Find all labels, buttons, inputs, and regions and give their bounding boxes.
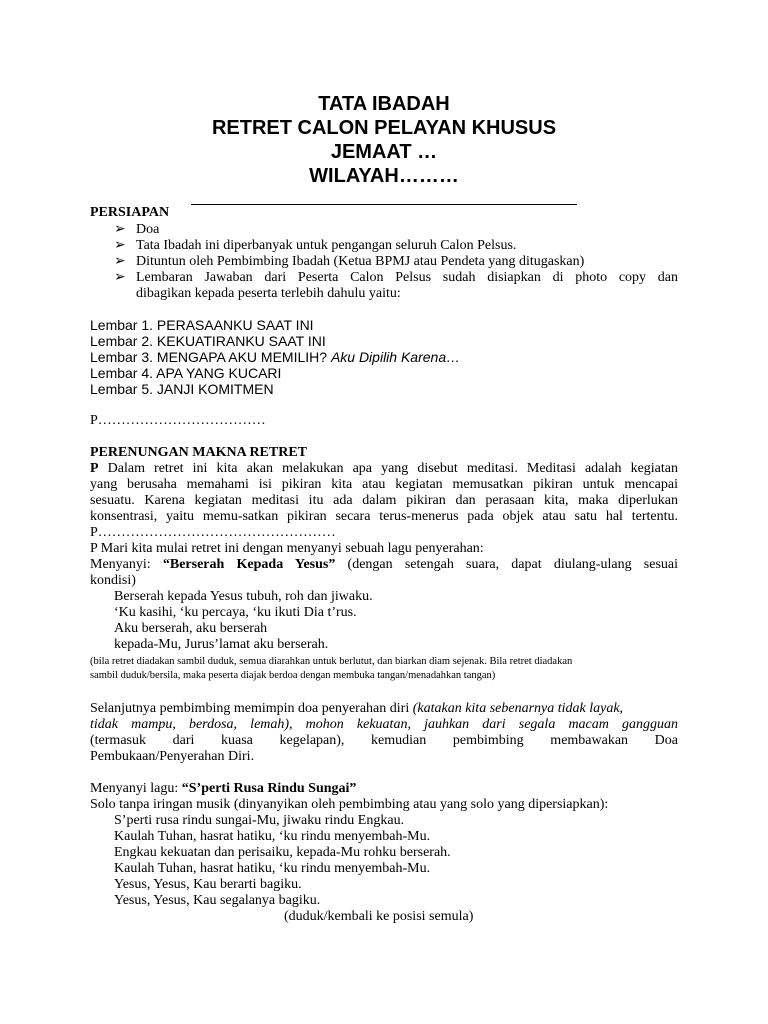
song-2-lyric-1: S’perti rusa rindu sungai-Mu, jiwaku rindu Engkau. — [114, 813, 405, 828]
p-dots-line: P……………………………… — [90, 413, 266, 428]
title-underline — [191, 204, 577, 205]
song-2-lyric-5: Yesus, Yesus, Kau berarti bagiku. — [114, 877, 302, 892]
persiapan-item-2: Tata Ibadah ini diperbanyak untuk pengangan seluruh Calon Pelsus. — [136, 238, 517, 253]
perenungan-p2: P Mari kita mulai retret ini dengan menyanyi sebuah lagu penyerahan: — [90, 541, 484, 556]
lembar-5: Lembar 5. JANJI KOMITMEN — [90, 381, 274, 397]
persiapan-item-1: Doa — [136, 222, 160, 237]
song-1-lyric-4: kepada-Mu, Jurus’lamat aku berserah. — [114, 637, 329, 652]
persiapan-item-4: Lembaran Jawaban dari Peserta Calon Pelsus sudah disiapkan di photo copy dan — [136, 270, 678, 285]
song-2-lyric-6: Yesus, Yesus, Kau segalanya bagiku. — [114, 893, 321, 908]
song-1-lyric-3: Aku berserah, aku berserah — [114, 621, 268, 636]
song-2-lyric-2: Kaulah Tuhan, hasrat hatiku, ‘ku rindu menyembah-Mu. — [114, 829, 431, 844]
song-2-title: “S’perti Rusa Rindu Sungai” — [181, 781, 357, 796]
lembar-3: Lembar 3. MENGAPA AKU MEMILIH? Aku Dipilih Karena… — [90, 349, 461, 365]
document-title-line-1: TATA IBADAH — [318, 93, 450, 115]
lembar-4: Lembar 4. APA YANG KUCARI — [90, 365, 282, 381]
instruction-note-line-1: (bila retret diadakan sambil duduk, semua diarahkan untuk berlutut, dan biarkan diam sejenak. Bila retret diadakan — [90, 656, 573, 667]
song-1-lyric-2: ‘Ku kasihi, ‘ku percaya, ‘ku ikuti Dia t’rus. — [114, 605, 357, 620]
menyanyi-line: Menyanyi: “Berserah Kepada Yesus” (dengan setengah suara, dapat diulang-ulang sesuai — [90, 557, 679, 572]
lembar-2: Lembar 2. KEKUATIRANKU SAAT INI — [90, 333, 326, 349]
closing-instruction: (duduk/kembali ke posisi semula) — [284, 909, 474, 924]
arrow-bullet-icon: ➢ — [114, 254, 126, 269]
persiapan-item-3: Dituntun oleh Pembimbing Ibadah (Ketua BPMJ atau Pendeta yang ditugaskan) — [136, 254, 585, 269]
song-2-lyric-4: Kaulah Tuhan, hasrat hatiku, ‘ku rindu menyembah-Mu. — [114, 861, 431, 876]
arrow-bullet-icon: ➢ — [114, 270, 126, 285]
menyanyi-continuation: kondisi) — [90, 573, 136, 588]
arrow-bullet-icon: ➢ — [114, 222, 126, 237]
document-title-line-4: WILAYAH……… — [309, 165, 459, 187]
document-title-line-2: RETRET CALON PELAYAN KHUSUS — [211, 117, 557, 139]
lembar-1: Lembar 1. PERASAANKU SAAT INI — [90, 317, 314, 333]
instruction-note-line-2: sambil duduk/bersila, maka peserta diajak berdoa dengan membuka tangan/menadahkan tangan) — [90, 670, 496, 681]
perenungan-dots: P…………………………………………… — [90, 525, 336, 540]
doa-line-1: Selanjutnya pembimbing memimpin doa penyerahan diri (katakan kita sebenarnya tidak layak, — [90, 701, 624, 716]
perenungan-heading: PERENUNGAN MAKNA RETRET — [90, 445, 308, 460]
perenungan-line-3: sesuatu. Karena kegiatan meditasi itu ada dalam pikiran dan perasaan kita, maka diperlukan — [90, 493, 678, 508]
persiapan-item-4-continuation: dibagikan kepada peserta terlebih dahulu yaitu: — [136, 286, 401, 301]
song-1-lyric-1: Berserah kepada Yesus tubuh, roh dan jiwaku. — [114, 589, 373, 604]
doa-line-4: Pembukaan/Penyerahan Diri. — [90, 749, 255, 764]
perenungan-line-1: P Dalam retret ini kita akan melakukan apa yang disebut meditasi. Meditasi adalah kegiatan — [90, 461, 678, 476]
document-title-line-3: JEMAAT … — [330, 141, 438, 163]
song-2-lyric-3: Engkau kekuatan dan perisaiku, kepada-Mu rohku berserah. — [114, 845, 451, 860]
perenungan-line-4: konsentrasi, yaitu memu-satkan pikiran secara terus-menerus pada objek atau satu hal tertentu. — [90, 509, 678, 524]
perenungan-line-2: yang berusaha memahami isi pikiran kita atau kegiatan memusatkan pikiran untuk mencapai — [90, 477, 678, 492]
arrow-bullet-icon: ➢ — [114, 238, 126, 253]
song-1-title: “Berserah Kepada Yesus” — [162, 557, 336, 572]
doa-line-3: (termasuk dari kuasa kegelapan), kemudian pembimbing membawakan Doa — [90, 733, 678, 748]
song-2-heading: Menyanyi lagu: “S’perti Rusa Rindu Sungai” — [90, 781, 357, 796]
doa-line-2: tidak mampu, berdosa, lemah), mohon kekuatan, jauhkan dari segala macam gangguan — [90, 717, 678, 732]
persiapan-heading: PERSIAPAN — [90, 205, 170, 220]
song-2-solo-instruction: Solo tanpa iringan musik (dinyanyikan oleh pembimbing atau yang solo yang dipersiapkan): — [90, 797, 609, 812]
lembar-3-italic: Aku Dipilih Karena… — [330, 349, 461, 365]
